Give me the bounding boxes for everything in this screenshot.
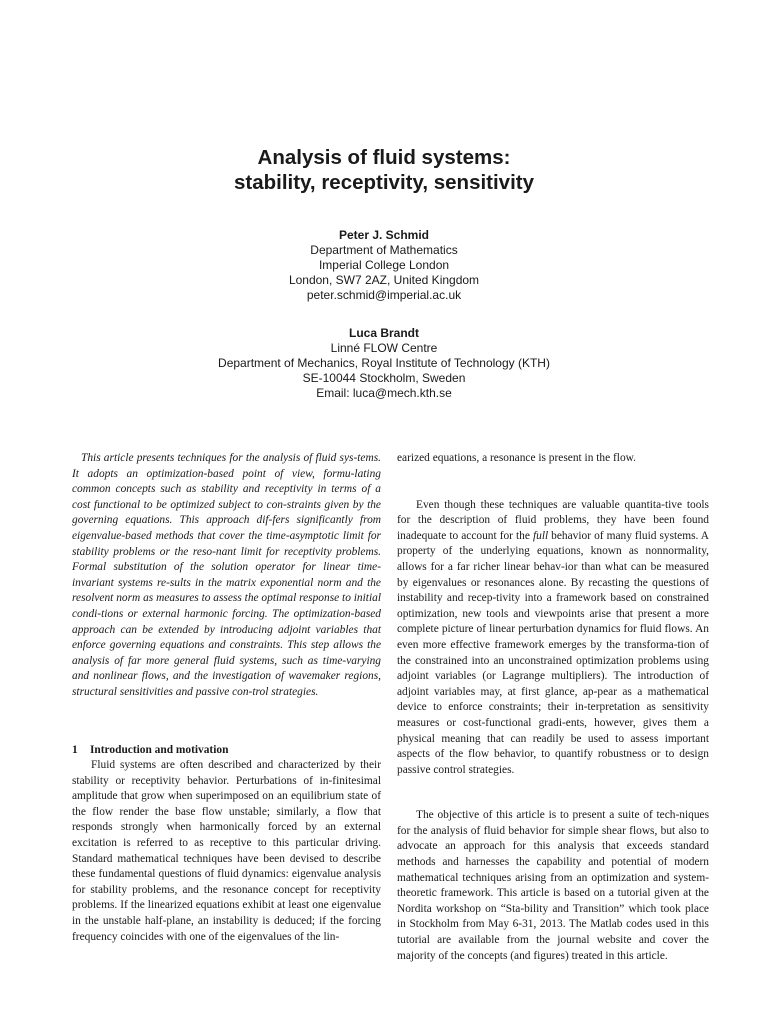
nonnormality-paragraph xyxy=(397,498,709,779)
author-name: Peter J. Schmid xyxy=(338,228,430,242)
paragraph-text-part: behavior of many fluid systems. A property of the underlying equations, known as nonnormality, allows for a far richer linear behav-ior than what can be measured by eigenvalues or resonances alone. By recasting the questions of instability and recep-tivity into a framework based on constrained optimization, new tools and viewpoints arise that present a more complete picture of linear perturbation dynamics for fluid flows. An even more effective framework emerges by the transforma-tion of the constrained into an unconstrained optimization problems using adjoint variables (or Lagrange multipliers). The introduction of adjoint variables may, at first glance, ap-pear as a mathematical device to enforce constraints; their in-terpretation as sensitivity measures or cost-functional gradi-ents, however, gives them a physical meaning that can readily be used to assess important aspects of the flow behavior, to quantify robustness or to design passive control strategies. xyxy=(397,529,710,776)
section-number: 1 xyxy=(72,743,78,756)
emphasis-full: full xyxy=(532,529,549,542)
paragraph-text-part: Even though these techniques are valuable quantita-tive tools for the description of fluid problems, they have been found inadequate to account for the xyxy=(397,498,709,542)
author-centre: Linné FLOW Centre xyxy=(330,341,438,355)
intro-paragraph: Fluid systems are often described and characterized by their stability or receptivity behavior. Perturbations of in-finitesimal amplitude that grow when superimposed on an equilibrium state of the flow render the base flow unstable; similarly, a flow that responds strongly when harmonically forced by an external excitation is referred to as receptive to this particular driving. Standard mathematical techniques have been devised to describe these fundamental questions of fluid dynamics: eigenvalue analysis for stability problems, and the resonance concept for receptivity problems. If the linearized equations exhibit at least one eigenvalue in the unstable half-plane, an instability is deduced; if the forcing frequency coincides with one of the eigenvalues of the lin- xyxy=(72,759,381,943)
right-column xyxy=(397,451,709,964)
author-email: peter.schmid@imperial.ac.uk xyxy=(306,288,462,302)
author-block-1 xyxy=(0,228,768,303)
author-block-2 xyxy=(0,326,768,401)
title-block xyxy=(0,145,768,195)
author-email: Email: luca@mech.kth.se xyxy=(316,386,452,400)
paper-title-line-2: stability, receptivity, sensitivity xyxy=(233,171,535,194)
continuation-paragraph: earized equations, a resonance is present in the flow. xyxy=(397,452,637,464)
author-institution: Imperial College London xyxy=(318,258,450,272)
paper-title-line-1: Analysis of fluid systems: xyxy=(257,146,511,169)
author-address: SE-10044 Stockholm, Sweden xyxy=(302,371,466,385)
author-name: Luca Brandt xyxy=(348,326,419,340)
section-heading xyxy=(72,743,381,759)
left-column xyxy=(72,451,381,945)
abstract: This article presents techniques for the analysis of fluid sys-tems. It adopts an optimization-based point of view, formu-lating common concepts such as stability and receptivity in terms of a cost functional to be optimized subject to con-straints given by the governing equations. This approach dif-fers significantly from eigenvalue-based methods that cover the time-asymptotic limit for stability problems or the reso-nant limit for receptivity problems. Formal substitution of the solution operator for linear time-invariant systems re-sults in the matrix exponential norm and the resolvent norm as measures to assess the optimal response to initial condi-tions or external harmonic forcing. The optimization-based approach can be extended by introducing adjoint variables that enforce governing equations and constraints. This step allows the analysis of far more general fluid systems, such as time-varying and nonlinear flows, and the investigation of wavemaker regions, structural sensitivities and passive con-trol strategies. xyxy=(72,452,381,698)
section-title: Introduction and motivation xyxy=(90,743,229,756)
author-department: Department of Mathematics xyxy=(310,243,458,257)
author-address: London, SW7 2AZ, United Kingdom xyxy=(288,273,480,287)
author-department: Department of Mechanics, Royal Institute of Technology (KTH) xyxy=(218,356,550,370)
objective-paragraph: The objective of this article is to present a suite of tech-niques for the analysis of fluid behavior for simple shear flows, but also to advocate an approach for this analysis that exceeds standard methods and harnesses the capability and potential of modern mathematical techniques arising from an optimization and system-theoretic framework. This article is based on a tutorial given at the Nordita workshop on “Sta-bility and Transition” which took place in Stockholm from May 6-31, 2013. The Matlab codes used in this tutorial are available from the journal website and cover the majority of the concepts (and figures) treated in this article. xyxy=(397,809,709,962)
